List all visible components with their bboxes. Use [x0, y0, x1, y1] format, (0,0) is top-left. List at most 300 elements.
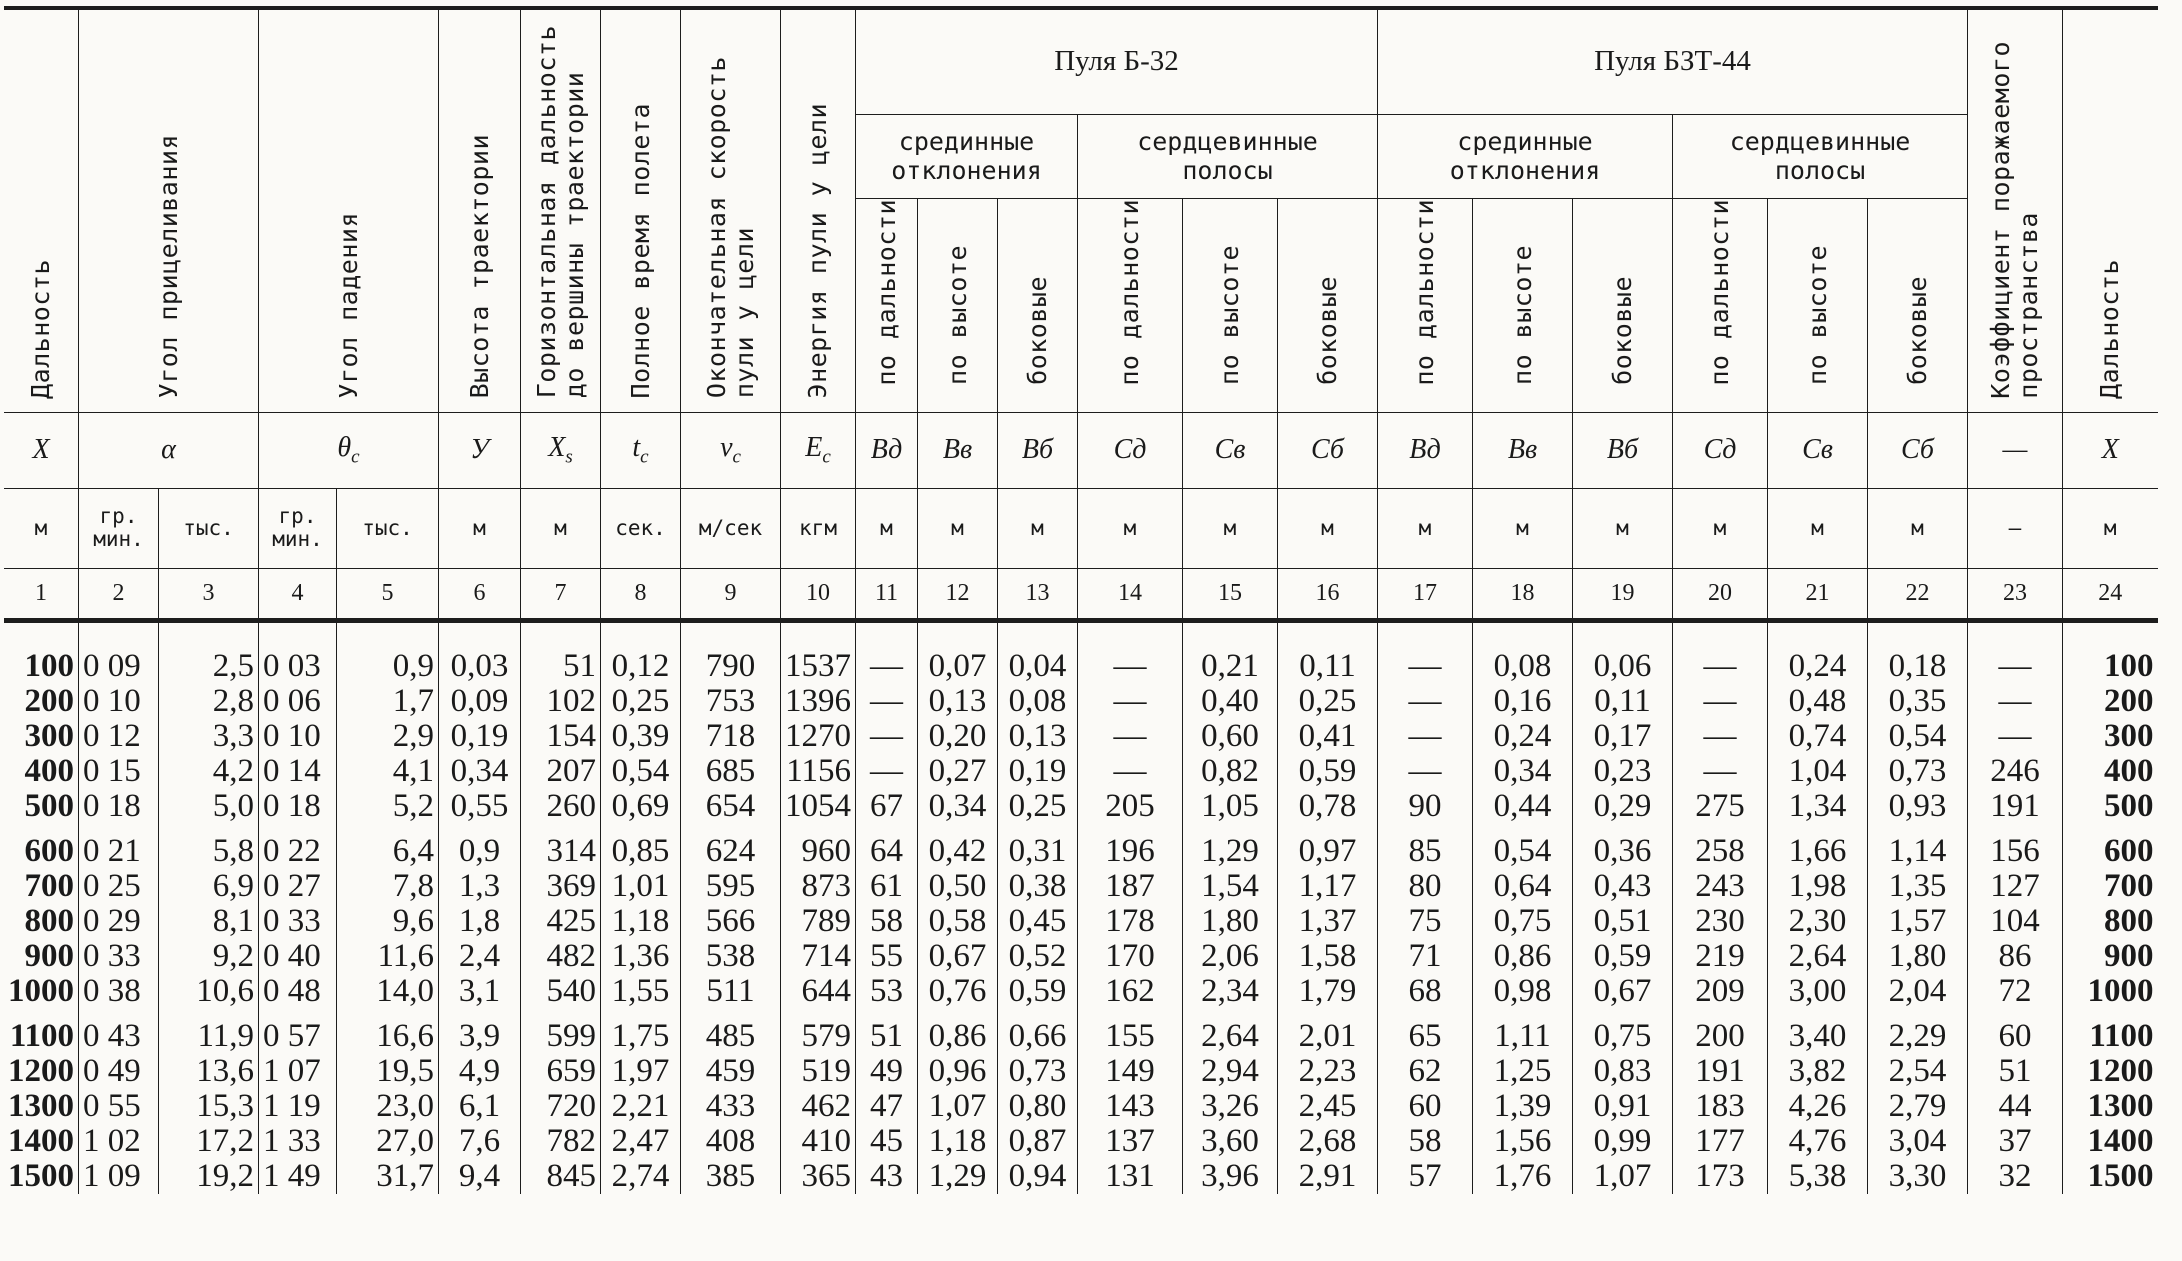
table-cell: 71: [1378, 939, 1473, 974]
table-cell: —: [1673, 754, 1768, 789]
table-cell: 246: [1968, 754, 2063, 789]
table-cell: 0 57: [259, 1009, 337, 1054]
table-cell: 1,7: [337, 684, 439, 719]
table-cell: 2,94: [1183, 1054, 1278, 1089]
table-cell: 1,37: [1278, 904, 1378, 939]
table-cell: 1200: [2063, 1054, 2158, 1089]
table-cell: 0,58: [918, 904, 998, 939]
table-cell: 58: [1378, 1124, 1473, 1159]
table-cell: 0,45: [998, 904, 1078, 939]
header-coefficient: Коэффициент поражаемого пространства: [1968, 8, 2063, 412]
table-cell: 0,04: [998, 620, 1078, 684]
table-cell: —: [856, 754, 918, 789]
table-cell: 0,74: [1768, 719, 1868, 754]
table-cell: 519: [781, 1054, 856, 1089]
table-cell: 104: [1968, 904, 2063, 939]
table-cell: 0,64: [1473, 869, 1573, 904]
unit-dash: —: [1968, 488, 2063, 568]
table-cell: 0,24: [1473, 719, 1573, 754]
table-cell: 0,34: [439, 754, 521, 789]
table-cell: 0 22: [259, 824, 337, 869]
table-cell: 0 49: [79, 1054, 159, 1089]
table-cell: 170: [1078, 939, 1183, 974]
table-cell: 1,18: [601, 904, 681, 939]
header-energy: Энергия пули у цели: [781, 8, 856, 412]
table-cell: 0,34: [1473, 754, 1573, 789]
table-cell: 1,98: [1768, 869, 1868, 904]
header-b32-median-lateral: боковые: [998, 198, 1078, 398]
table-cell: —: [1378, 719, 1473, 754]
table-cell: 4,76: [1768, 1124, 1868, 1159]
header-b32-core-range: по дальности: [1078, 198, 1183, 398]
table-cell: 0,20: [918, 719, 998, 754]
table-cell: 55: [856, 939, 918, 974]
table-cell: 873: [781, 869, 856, 904]
table-cell: 0,60: [1183, 719, 1278, 754]
table-cell: 1300: [2063, 1089, 2158, 1124]
table-row: [4, 974, 2158, 1009]
table-cell: 2,45: [1278, 1089, 1378, 1124]
table-cell: 714: [781, 939, 856, 974]
table-cell: 599: [521, 1009, 601, 1054]
table-cell: 511: [681, 974, 781, 1009]
table-cell: 1,25: [1473, 1054, 1573, 1089]
table-cell: 230: [1673, 904, 1768, 939]
table-cell: 0 29: [79, 904, 159, 939]
symbol-vv: Вв: [918, 412, 998, 488]
table-cell: 100: [2063, 620, 2158, 684]
table-cell: 53: [856, 974, 918, 1009]
unit-m-17: м: [1378, 488, 1473, 568]
table-cell: 14,0: [337, 974, 439, 1009]
table-cell: 2,64: [1768, 939, 1868, 974]
table-cell: 127: [1968, 869, 2063, 904]
table-cell: 0,21: [1183, 620, 1278, 684]
table-cell: 1,29: [1183, 824, 1278, 869]
table-cell: 1 09: [79, 1159, 159, 1194]
table-cell: 459: [681, 1054, 781, 1089]
table-cell: 0,98: [1473, 974, 1573, 1009]
table-cell: 0,16: [1473, 684, 1573, 719]
table-cell: 7,8: [337, 869, 439, 904]
table-cell: 0 06: [259, 684, 337, 719]
column-number: 13: [998, 568, 1078, 620]
table-cell: 1100: [2063, 1009, 2158, 1054]
table-cell: 0,54: [1868, 719, 1968, 754]
column-number: 11: [856, 568, 918, 620]
table-cell: 1,39: [1473, 1089, 1573, 1124]
table-cell: 86: [1968, 939, 2063, 974]
table-cell: 6,4: [337, 824, 439, 869]
table-cell: 0,83: [1573, 1054, 1673, 1089]
table-cell: 7,6: [439, 1124, 521, 1159]
unit-m-18: м: [1473, 488, 1573, 568]
table-cell: 1,54: [1183, 869, 1278, 904]
table-cell: 0,67: [1573, 974, 1673, 1009]
header-bzt44-core-height: по высоте: [1768, 198, 1868, 398]
symbol-sb: Сб: [1278, 412, 1378, 488]
header-b32-core: сердцевинные полосы: [1078, 114, 1378, 198]
table-cell: 0,06: [1573, 620, 1673, 684]
header-bzt44-median-lateral: боковые: [1573, 198, 1673, 398]
table-cell: 0,12: [601, 620, 681, 684]
table-cell: 61: [856, 869, 918, 904]
table-cell: 19,2: [159, 1159, 259, 1194]
column-number: 12: [918, 568, 998, 620]
table-cell: 1,35: [1868, 869, 1968, 904]
table-row: [4, 1089, 2158, 1124]
column-number: 23: [1968, 568, 2063, 620]
table-cell: 654: [681, 789, 781, 824]
column-number: 6: [439, 568, 521, 620]
column-number: 10: [781, 568, 856, 620]
table-cell: 187: [1078, 869, 1183, 904]
table-cell: 0,99: [1573, 1124, 1673, 1159]
table-cell: 1,57: [1868, 904, 1968, 939]
table-cell: 1100: [9, 1017, 74, 1054]
column-number: 1: [4, 568, 79, 620]
table-cell: 100: [24, 647, 74, 684]
table-cell: 369: [521, 869, 601, 904]
table-cell: 4,1: [337, 754, 439, 789]
table-cell: 2,06: [1183, 939, 1278, 974]
table-cell: 659: [521, 1054, 601, 1089]
table-cell: 0 38: [79, 974, 159, 1009]
table-cell: 243: [1673, 869, 1768, 904]
table-cell: 43: [856, 1159, 918, 1194]
table-cell: 0,29: [1573, 789, 1673, 824]
table-cell: 410: [781, 1124, 856, 1159]
symbol-theta: $\theta_c$: [259, 412, 439, 488]
table-cell: 600: [2063, 824, 2158, 869]
column-number: 19: [1573, 568, 1673, 620]
table-cell: 205: [1078, 789, 1183, 824]
header-distance: Дальность: [4, 8, 79, 412]
table-cell: 131: [1078, 1159, 1183, 1194]
unit-m-15: м: [1183, 488, 1278, 568]
table-cell: 5,0: [159, 789, 259, 824]
table-cell: 3,1: [439, 974, 521, 1009]
table-cell: 3,00: [1768, 974, 1868, 1009]
table-cell: 0,97: [1278, 824, 1378, 869]
table-cell: 0,13: [998, 719, 1078, 754]
table-cell: 0,23: [1573, 754, 1673, 789]
table-cell: 1054: [781, 789, 856, 824]
table-cell: 789: [781, 904, 856, 939]
table-cell: 624: [681, 824, 781, 869]
table-cell: 0,54: [1473, 824, 1573, 869]
unit-m-11: м: [856, 488, 918, 568]
table-cell: 1,79: [1278, 974, 1378, 1009]
table-cell: 1270: [781, 719, 856, 754]
table-cell: —: [1673, 620, 1768, 684]
table-cell: 2,30: [1768, 904, 1868, 939]
table-row: [4, 904, 2158, 939]
table-cell: —: [1378, 684, 1473, 719]
table-cell: 0,59: [1573, 939, 1673, 974]
table-cell: —: [1378, 754, 1473, 789]
header-bzt44-core-lateral: боковые: [1868, 198, 1968, 398]
table-cell: 37: [1968, 1124, 2063, 1159]
table-cell: 200: [2063, 684, 2158, 719]
table-cell: 3,04: [1868, 1124, 1968, 1159]
table-cell: 2,68: [1278, 1124, 1378, 1159]
table-cell: —: [1968, 620, 2063, 684]
table-cell: 790: [681, 620, 781, 684]
table-row: [4, 754, 2158, 789]
unit-deg-min-2: гр. мин.: [259, 488, 337, 568]
table-cell: 219: [1673, 939, 1768, 974]
table-cell: 6,9: [159, 869, 259, 904]
unit-m-16: м: [1278, 488, 1378, 568]
unit-m-19: м: [1573, 488, 1673, 568]
table-cell: 644: [781, 974, 856, 1009]
table-cell: 1400: [8, 1123, 74, 1159]
table-cell: 0,96: [918, 1054, 998, 1089]
column-number: 8: [601, 568, 681, 620]
table-cell: —: [1078, 620, 1183, 684]
table-cell: 1,66: [1768, 824, 1868, 869]
table-cell: 64: [856, 824, 918, 869]
table-cell: 0,80: [998, 1089, 1078, 1124]
table-cell: 85: [1378, 824, 1473, 869]
symbol-y: У: [439, 412, 521, 488]
header-b32-median: срединные отклонения: [856, 114, 1078, 198]
table-cell: 183: [1673, 1089, 1768, 1124]
symbol-vb: Вб: [998, 412, 1078, 488]
header-fall-angle: Угол падения: [259, 8, 439, 412]
table-cell: 0,17: [1573, 719, 1673, 754]
table-cell: 1,18: [918, 1124, 998, 1159]
table-cell: 0,38: [998, 869, 1078, 904]
table-cell: 0,48: [1768, 684, 1868, 719]
column-number: 7: [521, 568, 601, 620]
table-cell: 0,86: [918, 1009, 998, 1054]
table-cell: 80: [1378, 869, 1473, 904]
table-cell: 0,11: [1573, 684, 1673, 719]
table-cell: 1,56: [1473, 1124, 1573, 1159]
table-cell: 0,42: [918, 824, 998, 869]
table-cell: —: [1673, 684, 1768, 719]
table-cell: 0,59: [1278, 754, 1378, 789]
table-row: [4, 1054, 2158, 1089]
table-cell: 4,9: [439, 1054, 521, 1089]
table-cell: 75: [1378, 904, 1473, 939]
unit-sec: сек.: [601, 488, 681, 568]
table-cell: 314: [521, 824, 601, 869]
table-cell: —: [1378, 620, 1473, 684]
table-cell: 0 10: [79, 684, 159, 719]
unit-m-22: м: [1868, 488, 1968, 568]
table-cell: 0,50: [918, 869, 998, 904]
table-cell: 51: [856, 1009, 918, 1054]
table-cell: 0,73: [1868, 754, 1968, 789]
table-cell: 1,11: [1473, 1009, 1573, 1054]
table-cell: 0 33: [79, 939, 159, 974]
table-cell: —: [1078, 684, 1183, 719]
table-cell: 0,85: [601, 824, 681, 869]
header-velocity: Окончательная скорость пули у цели: [681, 8, 781, 412]
table-cell: 1 19: [259, 1089, 337, 1124]
header-bzt44-median: срединные отклонения: [1378, 114, 1673, 198]
table-cell: 62: [1378, 1054, 1473, 1089]
table-cell: 1000: [2063, 974, 2158, 1009]
unit-m-13: м: [998, 488, 1078, 568]
table-cell: 1 02: [79, 1124, 159, 1159]
table-cell: 0,03: [439, 620, 521, 684]
table-cell: 300: [2063, 719, 2158, 754]
table-cell: 3,82: [1768, 1054, 1868, 1089]
table-cell: 3,60: [1183, 1124, 1278, 1159]
symbol-vb-2: Вб: [1573, 412, 1673, 488]
table-cell: 0 18: [79, 789, 159, 824]
column-number: 14: [1078, 568, 1183, 620]
table-cell: 209: [1673, 974, 1768, 1009]
symbol-coef-dash: —: [1968, 412, 2063, 488]
table-cell: 1156: [781, 754, 856, 789]
table-cell: 800: [24, 903, 74, 939]
table-cell: 156: [1968, 824, 2063, 869]
column-numbers-row: [4, 568, 2158, 620]
table-cell: 44: [1968, 1089, 2063, 1124]
table-cell: 5,38: [1768, 1159, 1868, 1194]
table-cell: 0 12: [79, 719, 159, 754]
table-cell: 2,5: [159, 620, 259, 684]
header-horizontal-range: Горизонтальная дальность до вершины траектории: [521, 8, 601, 412]
column-number: 20: [1673, 568, 1768, 620]
table-row: [4, 824, 2158, 869]
symbol-sd: Сд: [1078, 412, 1183, 488]
table-cell: 90: [1378, 789, 1473, 824]
symbol-vd: Вд: [856, 412, 918, 488]
table-cell: 753: [681, 684, 781, 719]
table-cell: 1,34: [1768, 789, 1868, 824]
table-cell: 0,43: [1573, 869, 1673, 904]
unit-m-12: м: [918, 488, 998, 568]
table-cell: 9,2: [159, 939, 259, 974]
table-cell: 1,8: [439, 904, 521, 939]
table-cell: 685: [681, 754, 781, 789]
symbol-x: X: [4, 412, 79, 488]
table-cell: 72: [1968, 974, 2063, 1009]
table-cell: 177: [1673, 1124, 1768, 1159]
header-b32-median-range: по дальности: [856, 198, 918, 398]
header-b32-core-height: по высоте: [1183, 198, 1278, 398]
unit-m-7: м: [521, 488, 601, 568]
table-cell: 1,36: [601, 939, 681, 974]
table-cell: 0,31: [998, 824, 1078, 869]
table-cell: 1500: [2063, 1159, 2158, 1194]
table-cell: 3,30: [1868, 1159, 1968, 1194]
table-cell: 482: [521, 939, 601, 974]
table-cell: 485: [681, 1009, 781, 1054]
column-number: 16: [1278, 568, 1378, 620]
table-cell: 260: [521, 789, 601, 824]
unit-m: м: [4, 488, 79, 568]
table-cell: 2,9: [337, 719, 439, 754]
table-cell: 0,25: [1278, 684, 1378, 719]
table-row: [4, 1159, 2158, 1194]
table-cell: 65: [1378, 1009, 1473, 1054]
table-cell: 566: [681, 904, 781, 939]
header-b32-median-height: по высоте: [918, 198, 998, 398]
table-cell: 0,27: [918, 754, 998, 789]
header-flight-time: Полное время полета: [601, 8, 681, 412]
table-cell: 0,91: [1573, 1089, 1673, 1124]
table-cell: 0,08: [998, 684, 1078, 719]
table-cell: 1,07: [918, 1089, 998, 1124]
table-cell: 0,59: [998, 974, 1078, 1009]
table-cell: —: [856, 719, 918, 754]
table-cell: 10,6: [159, 974, 259, 1009]
table-row: [4, 789, 2158, 824]
unit-m-24: м: [2063, 488, 2158, 568]
table-cell: 5,8: [159, 824, 259, 869]
table-cell: —: [1078, 719, 1183, 754]
table-cell: 400: [24, 753, 74, 789]
table-cell: 2,74: [601, 1159, 681, 1194]
table-cell: 178: [1078, 904, 1183, 939]
symbol-xs: $X_s$: [521, 412, 601, 488]
table-cell: 15,3: [159, 1089, 259, 1124]
table-cell: —: [1968, 719, 2063, 754]
table-cell: 0,52: [998, 939, 1078, 974]
table-cell: 2,23: [1278, 1054, 1378, 1089]
table-cell: 1000: [8, 973, 74, 1009]
table-cell: 1300: [8, 1088, 74, 1124]
symbol-sv: Св: [1183, 412, 1278, 488]
table-cell: 1500: [8, 1158, 74, 1194]
table-cell: 1,17: [1278, 869, 1378, 904]
table-cell: 500: [24, 788, 74, 824]
symbol-sb-2: Сб: [1868, 412, 1968, 488]
table-cell: —: [856, 684, 918, 719]
table-cell: 960: [781, 824, 856, 869]
table-cell: 600: [24, 832, 74, 869]
table-cell: 102: [521, 684, 601, 719]
table-cell: 67: [856, 789, 918, 824]
table-cell: 196: [1078, 824, 1183, 869]
table-cell: 700: [24, 868, 74, 904]
table-cell: 400: [2063, 754, 2158, 789]
header-distance-right: Дальность: [2063, 8, 2158, 412]
symbol-t: $t_c$: [601, 412, 681, 488]
table-cell: 19,5: [337, 1054, 439, 1089]
table-cell: 0,76: [918, 974, 998, 1009]
table-cell: 0 09: [79, 620, 159, 684]
table-cell: 0,51: [1573, 904, 1673, 939]
table-cell: 1396: [781, 684, 856, 719]
table-cell: 200: [24, 683, 74, 719]
table-cell: 0 10: [259, 719, 337, 754]
unit-ms: м/сек: [681, 488, 781, 568]
table-cell: 1,14: [1868, 824, 1968, 869]
header-height: Высота траектории: [439, 8, 521, 412]
table-cell: 23,0: [337, 1089, 439, 1124]
table-cell: 718: [681, 719, 781, 754]
table-cell: 1,01: [601, 869, 681, 904]
table-cell: 162: [1078, 974, 1183, 1009]
table-cell: 49: [856, 1054, 918, 1089]
header-bullet-b32: Пуля Б-32: [856, 8, 1378, 114]
table-row: [4, 939, 2158, 974]
table-cell: 538: [681, 939, 781, 974]
table-cell: 137: [1078, 1124, 1183, 1159]
table-cell: 1,58: [1278, 939, 1378, 974]
data-body: [4, 620, 2158, 1194]
table-cell: 1400: [2063, 1124, 2158, 1159]
table-cell: 0,35: [1868, 684, 1968, 719]
